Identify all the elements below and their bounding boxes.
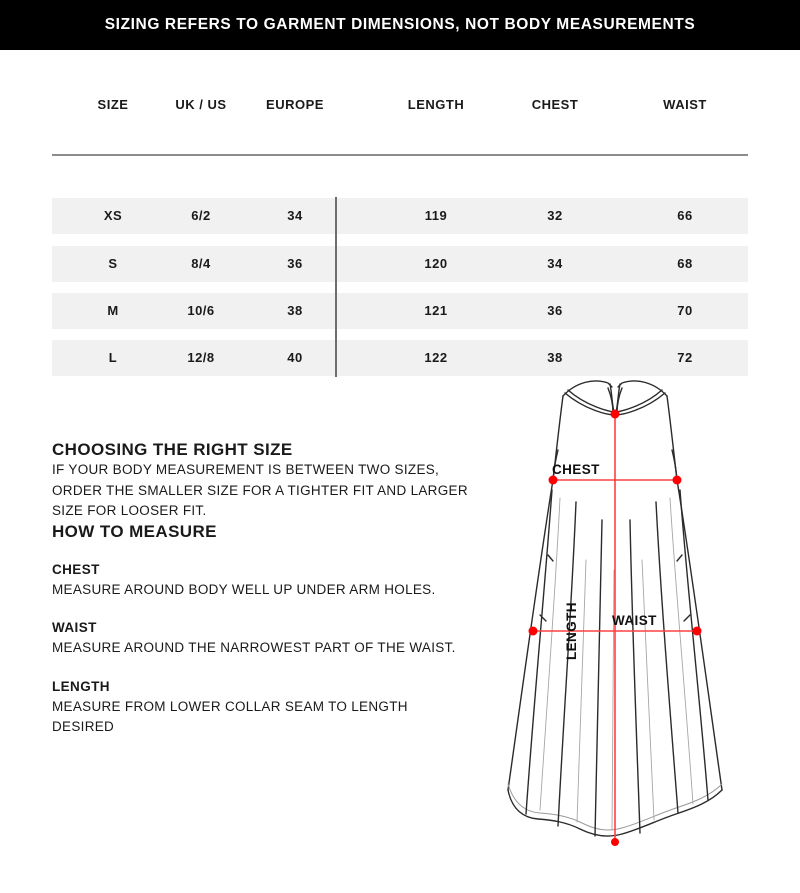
notch-left-upper-icon (548, 555, 553, 561)
pleat-fold-2-icon (558, 502, 576, 826)
column-header-size: SIZE (97, 97, 129, 112)
cell-chest: 38 (547, 350, 563, 365)
cell-uk-us: 12/8 (187, 350, 215, 365)
table-header-rule (52, 154, 748, 156)
choosing-size-heading: CHOOSING THE RIGHT SIZE (52, 440, 293, 459)
skirt-side-right-icon (677, 480, 722, 790)
cell-size: M (107, 303, 119, 318)
choosing-size-body: IF YOUR BODY MEASUREMENT IS BETWEEN TWO SIZES, ORDER THE SMALLER SIZE FOR A TIGHTER FIT AND LARGER SIZE FOR LOOSER FIT. (52, 462, 468, 518)
drape-line-3-icon (612, 570, 614, 830)
shoulder-left-icon (563, 381, 612, 396)
size-chart-table (0, 50, 800, 375)
column-header-waist: WAIST (663, 97, 707, 112)
cell-chest: 34 (547, 256, 563, 271)
length-dimension-label: LENGTH (564, 602, 579, 660)
pleat-fold-6-icon (680, 490, 708, 800)
cell-europe: 40 (287, 350, 303, 365)
cell-size: S (108, 256, 118, 271)
banner-text: SIZING REFERS TO GARMENT DIMENSIONS, NOT BODY MEASUREMENTS (104, 16, 696, 33)
cell-europe: 38 (287, 303, 303, 318)
cell-chest: 36 (547, 303, 563, 318)
table-row (52, 198, 748, 234)
column-header-uk-us: UK / US (175, 97, 227, 112)
cell-uk-us: 6/2 (191, 208, 211, 223)
chest-right-endpoint-icon (673, 476, 682, 485)
drape-line-2-icon (577, 560, 586, 822)
measure-term-waist: WAIST (52, 620, 97, 635)
cell-uk-us: 10/6 (187, 303, 215, 318)
cell-length: 120 (424, 256, 448, 271)
pleat-fold-1-icon (526, 490, 552, 814)
table-header-row (52, 92, 748, 118)
cell-uk-us: 8/4 (191, 256, 211, 271)
skirt-side-left-icon (508, 480, 553, 790)
measurement-lines-group (533, 414, 697, 842)
measure-definition-length (52, 679, 472, 738)
pleat-fold-4-icon (630, 520, 640, 833)
drape-line-4-icon (642, 560, 654, 820)
measure-term-length: LENGTH (52, 678, 110, 694)
cell-europe: 36 (287, 256, 303, 271)
table-vertical-divider (335, 197, 337, 377)
cell-europe: 34 (287, 208, 303, 223)
measure-text-length: MEASURE FROM LOWER COLLAR SEAM TO LENGTH DESIRED (52, 698, 408, 734)
shoulder-right-icon (618, 381, 667, 396)
measure-term-chest: CHEST (52, 561, 100, 577)
cell-waist: 72 (677, 350, 693, 365)
cell-waist: 68 (677, 256, 693, 271)
chest-dimension-label: CHEST (552, 462, 600, 477)
table-row (52, 246, 748, 282)
measure-definition-waist (52, 620, 472, 659)
how-to-measure-heading: HOW TO MEASURE (52, 521, 217, 541)
cell-length: 119 (424, 208, 448, 223)
length-top-endpoint-icon (611, 410, 620, 419)
dress-diagram (490, 370, 800, 870)
waist-right-endpoint-icon (693, 627, 702, 636)
waist-dimension-label: WAIST (612, 613, 657, 628)
measure-text-waist: MEASURE AROUND THE NARROWEST PART OF THE WAIST. (52, 640, 456, 655)
cell-length: 122 (424, 350, 448, 365)
length-bottom-endpoint-icon (611, 838, 619, 846)
cell-chest: 32 (547, 208, 563, 223)
column-header-length: LENGTH (407, 97, 465, 112)
notch-right-lower-icon (684, 615, 690, 621)
table-row (52, 293, 748, 329)
guidance-column (52, 440, 472, 738)
cell-waist: 70 (677, 303, 693, 318)
cell-size: L (108, 350, 118, 365)
waist-left-endpoint-icon (529, 627, 538, 636)
pleat-fold-3-icon (595, 520, 602, 836)
notch-right-upper-icon (677, 555, 682, 561)
cell-waist: 66 (677, 208, 693, 223)
measure-definition-chest (52, 562, 472, 601)
column-header-europe: EUROPE (266, 97, 324, 112)
cell-length: 121 (424, 303, 448, 318)
measure-text-chest: MEASURE AROUND BODY WELL UP UNDER ARM HOLES. (52, 581, 436, 597)
page-banner (0, 0, 800, 50)
cell-size: XS (103, 208, 123, 223)
pleat-fold-5-icon (656, 502, 678, 813)
drape-lines-group (540, 498, 693, 830)
column-header-chest: CHEST (531, 97, 579, 112)
